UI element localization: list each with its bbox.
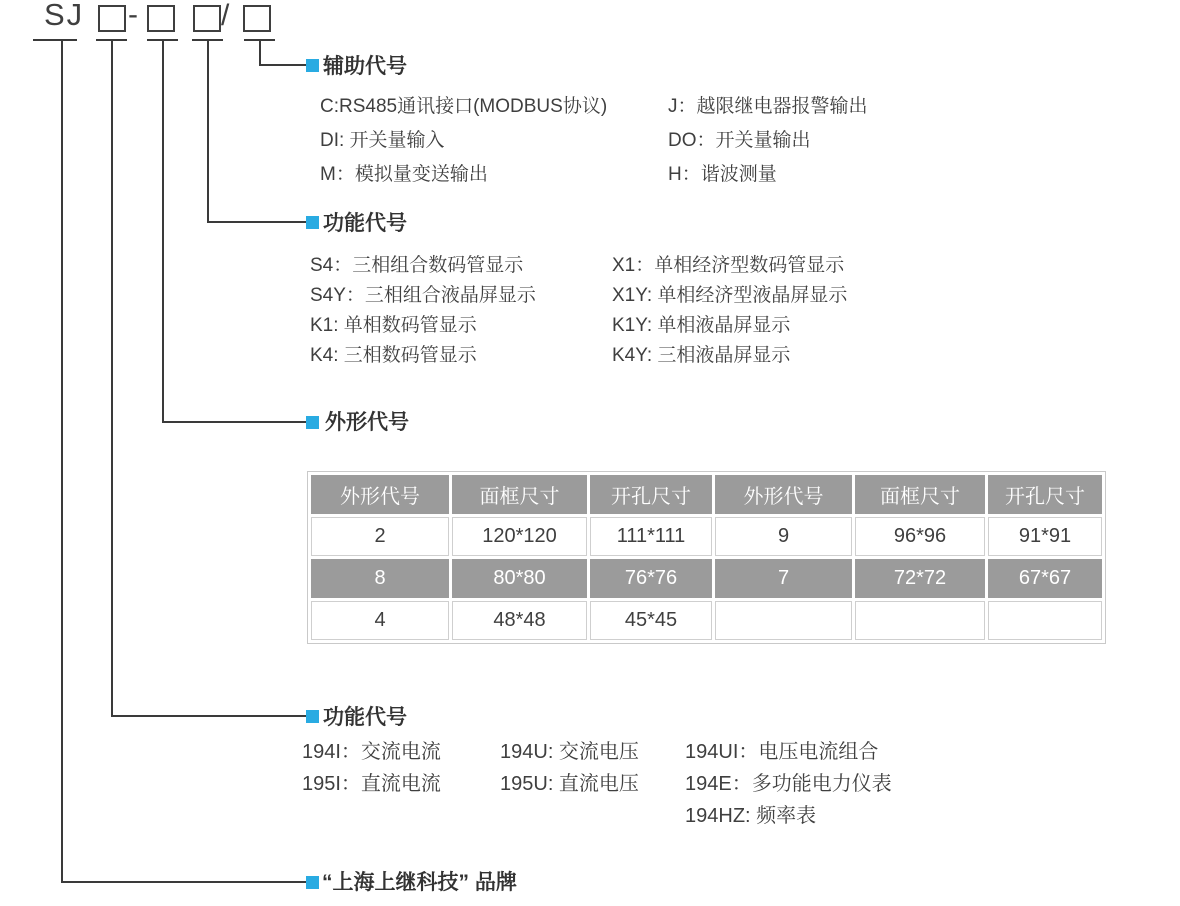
table-header-cell: 外形代号 [715, 475, 852, 514]
function-code-item: 194U: 交流电压 [500, 741, 639, 763]
auxiliary-code-item: C:RS485通讯接口(MODBUS协议) [320, 96, 608, 117]
auxiliary-codes-column-2 [668, 90, 868, 192]
display-code-item: K4: 三相数码管显示 [310, 345, 477, 366]
model-placeholder-box-2 [147, 5, 175, 32]
auxiliary-section-bullet-icon [306, 59, 319, 72]
table-cell: 2 [311, 517, 449, 556]
table-cell: 120*120 [452, 517, 587, 556]
table-cell [715, 601, 852, 640]
function-codes-column-3 [685, 736, 892, 832]
display-section-title: 功能代号 [323, 212, 407, 235]
auxiliary-code-item: M：模拟量变送输出 [320, 164, 488, 185]
auxiliary-code-item: J：越限继电器报警输出 [668, 96, 868, 117]
connector-horizontal-brand [61, 881, 306, 883]
function-code-item: 194E：多功能电力仪表 [685, 773, 892, 795]
table-cell: 7 [715, 559, 852, 598]
display-code-item: S4：三相组合数码管显示 [310, 255, 524, 276]
brand-section-bullet-icon [306, 876, 319, 889]
table-cell: 72*72 [855, 559, 985, 598]
display-code-item: K1Y: 单相液晶屏显示 [612, 315, 791, 336]
connector-horizontal-display [207, 221, 306, 223]
connector-vertical-function [111, 41, 113, 717]
auxiliary-section-title: 辅助代号 [323, 55, 407, 78]
function-codes-column-1 [302, 736, 441, 800]
connector-horizontal-shape [162, 421, 306, 423]
function-code-item: 194UI：电压电流组合 [685, 741, 879, 763]
table-cell: 8 [311, 559, 449, 598]
model-placeholder-box-3 [193, 5, 221, 32]
connector-vertical-shape [162, 41, 164, 423]
function-code-item: 195I：直流电流 [302, 773, 441, 795]
shape-section-bullet-icon [306, 416, 319, 429]
auxiliary-code-item: DO：开关量输出 [668, 130, 811, 151]
function-code-item: 195U: 直流电压 [500, 773, 639, 795]
function-codes-column-2 [500, 736, 639, 800]
auxiliary-code-item: DI: 开关量输入 [320, 130, 445, 151]
auxiliary-code-item: H：谐波测量 [668, 164, 777, 185]
table-header-cell: 面框尺寸 [855, 475, 985, 514]
table-cell: 91*91 [988, 517, 1102, 556]
table-cell: 4 [311, 601, 449, 640]
table-cell: 67*67 [988, 559, 1102, 598]
model-dash-separator: - [128, 0, 138, 31]
display-section-bullet-icon [306, 216, 319, 229]
function-code-item: 194I：交流电流 [302, 741, 441, 763]
connector-bar-prefix [33, 39, 77, 41]
table-cell: 48*48 [452, 601, 587, 640]
shape-dimensions-table [307, 471, 1106, 644]
function-section-title: 功能代号 [323, 706, 407, 729]
connector-vertical-brand [61, 41, 63, 883]
display-code-item: X1Y: 单相经济型液晶屏显示 [612, 285, 848, 306]
auxiliary-codes-column-1 [320, 90, 607, 192]
table-cell: 111*111 [590, 517, 712, 556]
display-code-item: K1: 单相数码管显示 [310, 315, 477, 336]
display-codes-column-2 [612, 251, 847, 371]
model-placeholder-box-1 [98, 5, 126, 32]
table-cell [988, 601, 1102, 640]
connector-vertical-display [207, 41, 209, 223]
display-code-item: X1：单相经济型数码管显示 [612, 255, 845, 276]
display-codes-column-1 [310, 251, 536, 371]
table-cell: 76*76 [590, 559, 712, 598]
function-section-bullet-icon [306, 710, 319, 723]
table-cell: 80*80 [452, 559, 587, 598]
connector-horizontal-function [111, 715, 306, 717]
brand-label: “上海上继科技” 品牌 [322, 871, 517, 894]
display-code-item: K4Y: 三相液晶屏显示 [612, 345, 791, 366]
table-cell: 45*45 [590, 601, 712, 640]
table-cell: 9 [715, 517, 852, 556]
table-header-cell: 开孔尺寸 [590, 475, 712, 514]
model-prefix: SJ [44, 0, 85, 32]
table-cell [855, 601, 985, 640]
function-code-item: 194HZ: 频率表 [685, 805, 817, 827]
table-cell: 96*96 [855, 517, 985, 556]
table-header-cell: 开孔尺寸 [988, 475, 1102, 514]
table-header-cell: 面框尺寸 [452, 475, 587, 514]
connector-horizontal-auxiliary [259, 64, 306, 66]
connector-vertical-auxiliary [259, 41, 261, 66]
model-slash-separator: / [221, 0, 230, 32]
display-code-item: S4Y：三相组合液晶屏显示 [310, 285, 536, 306]
shape-section-title: 外形代号 [325, 411, 409, 434]
model-placeholder-box-4 [243, 5, 271, 32]
table-header-cell: 外形代号 [311, 475, 449, 514]
